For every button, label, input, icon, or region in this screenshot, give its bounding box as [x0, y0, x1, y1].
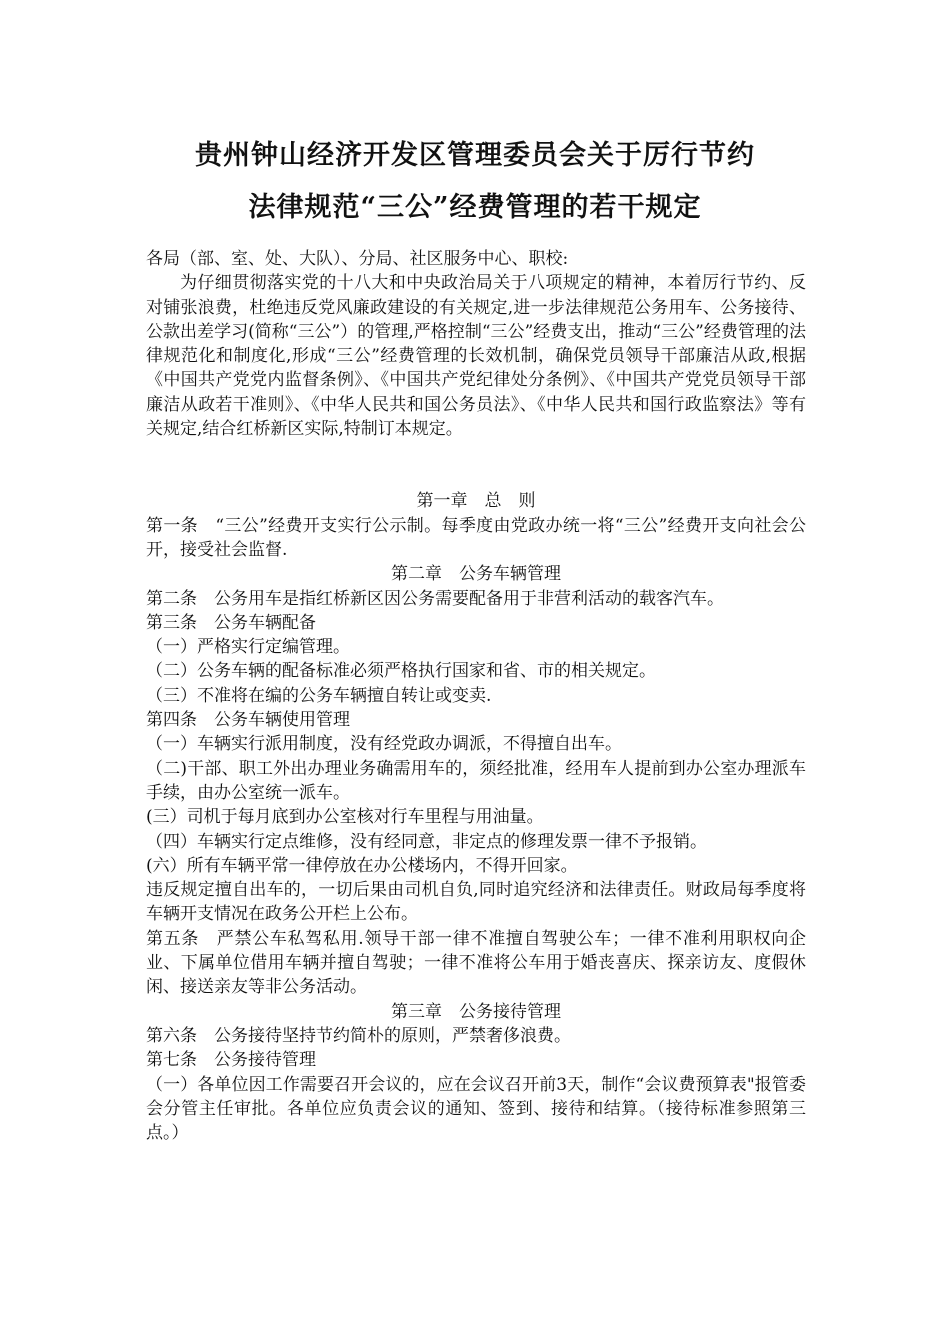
- article-4-note: 违反规定擅自出车的，一切后果由司机自负,同时追究经济和法律责任。财政局每季度将车辆开支情况在政务公开栏上公布。: [146, 880, 806, 925]
- preamble-paragraph: 为仔细贯彻落实党的十八大和中央政治局关于八项规定的精神，本着厉行节约、反对铺张浪费，杜绝违反党风廉政建设的有关规定,进一步法律规范公务用车、公务接待、公款出差学习(简称“三公”）的管理,严格控制“三公”经费支出，推动“三公”经费管理的法律规范化和制度化,形成“三公”经费管理的长效机制，确保党员领导干部廉洁从政,根据《中国共产党党内监督条例》、《中国共产党纪律处分条例》、《中国共产党党员领导干部廉洁从政若干准则》、《中华人民共和国公务员法》、《中华人民共和国行政监察法》等有关规定,结合红桥新区实际,特制订本规定。: [146, 273, 806, 440]
- chapter-2-heading: 第二章 公务车辆管理: [391, 564, 561, 585]
- document-body: [146, 247, 806, 1145]
- article-7-item-1: （一）各单位因工作需要召开会议的，应在会议召开前3天，制作“会议费预算表"报管委会分管主任审批。各单位应负责会议的通知、签到、接待和结算。（接待标准参照第三点。）: [146, 1074, 806, 1144]
- article-4-item-4: （四）车辆实行定点维修，没有经同意，非定点的修理发票一律不予报销。: [146, 831, 707, 852]
- article-4-item-1: （一）车辆实行派用制度，没有经党政办调派，不得擅自出车。: [146, 734, 622, 755]
- article-3: 第三条 公务车辆配备: [146, 612, 316, 633]
- article-4-item-3: (三）司机于每月底到办公室核对行车里程与用油量。: [146, 807, 544, 828]
- article-2: 第二条 公务用车是指红桥新区因公务需要配备用于非营利活动的载客汽车。: [146, 588, 724, 609]
- document-title-line-1: 贵州钟山经济开发区管理委员会关于厉行节约: [195, 140, 755, 171]
- chapter-1-heading: 第一章 总 则: [416, 491, 536, 512]
- article-7: 第七条 公务接待管理: [146, 1050, 316, 1071]
- document-title-line-2: 法律规范“三公”经费管理的若干规定: [248, 192, 702, 223]
- article-4-item-6: (六）所有车辆平常一律停放在办公楼场内，不得开回家。: [146, 855, 578, 876]
- article-3-item-3: （三）不准将在编的公务车辆擅自转让或变卖.: [146, 685, 492, 706]
- article-4: 第四条 公务车辆使用管理: [146, 710, 350, 731]
- article-6: 第六条 公务接待坚持节约简朴的原则，严禁奢侈浪费。: [146, 1025, 571, 1046]
- section-spacer: [146, 441, 806, 489]
- article-3-item-1: （一）严格实行定编管理。: [146, 637, 350, 658]
- salutation: 各局（部、室、处、大队）、分局、社区服务中心、职校:: [146, 249, 569, 269]
- article-5: 第五条 严禁公车私驾私用.领导干部一律不准擅自驾驶公车；一律不准利用职权向企业、下属单位借用车辆并擅自驾驶；一律不准将公车用于婚丧喜庆、探亲访友、度假休闲、接送亲友等非公务活动。: [146, 928, 806, 998]
- article-4-item-2: （二)干部、职工外出办理业务确需用车的，须经批准，经用车人提前到办公室办理派车手续，由办公室统一派车。: [146, 758, 806, 803]
- article-1: 第一条 “三公”经费开支实行公示制。每季度由党政办统一将“三公”经费开支向社会公开，接受社会监督.: [146, 515, 806, 560]
- article-3-item-2: （二）公务车辆的配备标准必须严格执行国家和省、市的相关规定。: [146, 661, 656, 682]
- chapter-3-heading: 第三章 公务接待管理: [391, 1001, 561, 1022]
